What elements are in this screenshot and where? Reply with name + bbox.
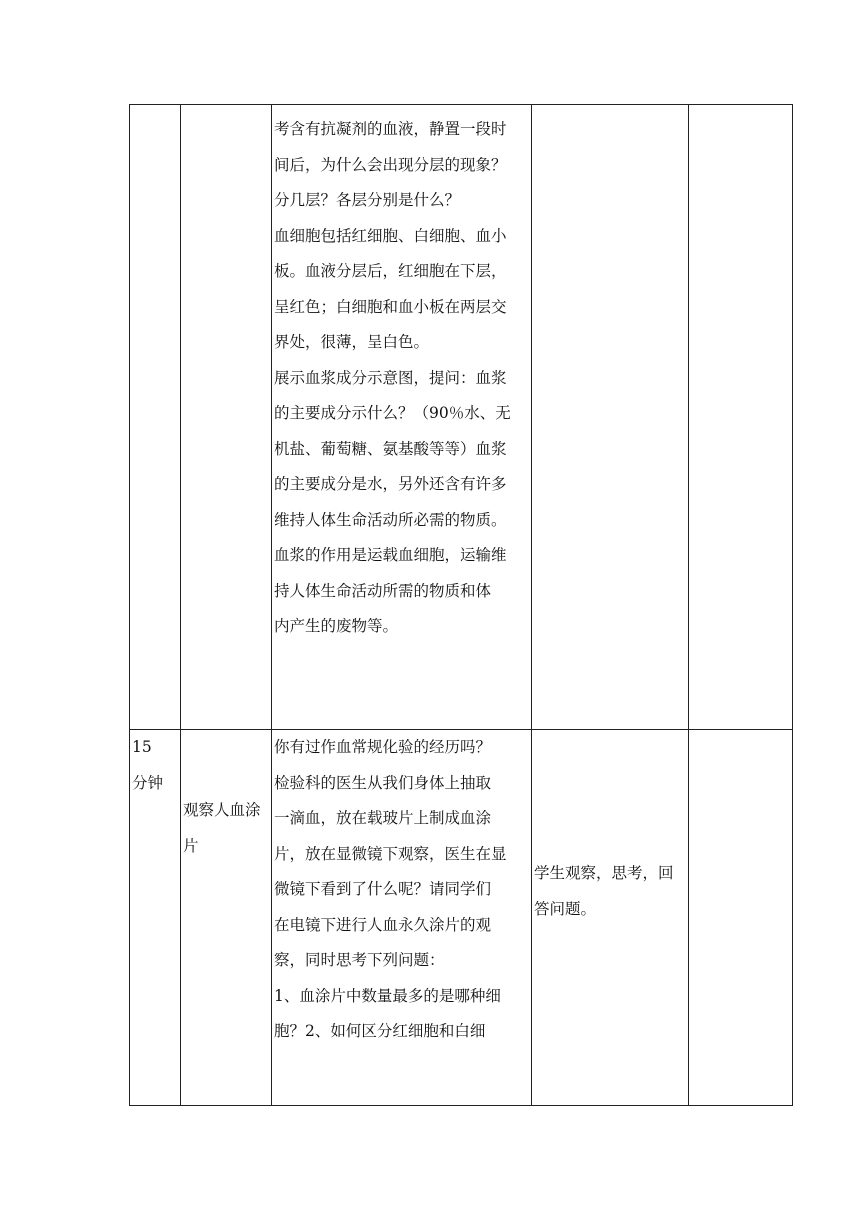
notes-cell — [689, 730, 793, 1106]
text-line: 间后，为什么会出现分层的现象？ — [274, 155, 507, 174]
topic-cell — [181, 105, 272, 730]
topic-line: 片 — [183, 836, 199, 855]
table-row — [130, 105, 793, 730]
text-line: 微镜下看到了什么呢？请同学们 — [274, 880, 492, 898]
text-line: 界处，很薄，呈白色。 — [274, 333, 430, 351]
text-line: 板。血液分层后，红细胞在下层， — [274, 262, 507, 280]
text-line: 在电镜下进行人血永久涂片的观 — [274, 915, 492, 934]
text-line: 机盐、葡萄糖、氨基酸等等）血浆 — [274, 439, 507, 458]
text-line: 血浆的作用是运载血细胞，运输维 — [274, 546, 507, 564]
time-cell — [130, 105, 181, 730]
text-line: 一滴血，放在载玻片上制成血涂 — [274, 809, 492, 827]
time-cell — [130, 730, 181, 1106]
text-line: 学生观察，思考，回 — [534, 864, 674, 882]
time-value: 15 — [132, 738, 152, 756]
student-activity-cell — [532, 730, 689, 1106]
text-line: 持人体生命活动所需的物质和体 — [274, 581, 492, 600]
student-activity-cell — [532, 105, 689, 730]
teacher-activity-cell — [272, 730, 532, 1106]
text-line: 内产生的废物等。 — [274, 617, 399, 635]
text-line: 分几层？各层分别是什么？ — [274, 191, 461, 209]
text-line: 的主要成分是水，另外还含有许多 — [274, 475, 507, 493]
lesson-plan-table — [129, 104, 793, 1106]
notes-cell — [689, 105, 793, 730]
text-line: 答问题。 — [534, 899, 597, 918]
teacher-activity-cell — [272, 105, 532, 730]
text-line: 展示血浆成分示意图，提问：血浆 — [274, 368, 507, 387]
text-line: 你有过作血常规化验的经历吗？ — [274, 738, 492, 756]
text-line: 1、血涂片中数量最多的是哪种细 — [274, 986, 501, 1005]
text-line: 呈红色；白细胞和血小板在两层交 — [274, 297, 507, 316]
topic-cell — [181, 730, 272, 1106]
text-line: 的主要成分示什么？（90％水、无 — [274, 404, 511, 422]
text-line: 血细胞包括红细胞、白细胞、血小 — [274, 226, 507, 245]
text-line: 片，放在显微镜下观察，医生在显 — [274, 844, 507, 863]
text-line: 考含有抗凝剂的血液，静置一段时 — [274, 120, 507, 138]
text-line: 检验科的医生从我们身体上抽取 — [274, 773, 492, 792]
text-line: 维持人体生命活动所必需的物质。 — [274, 510, 507, 529]
topic-line: 观察人血涂 — [183, 801, 261, 819]
text-line: 察，同时思考下列问题： — [274, 951, 445, 969]
table-row — [130, 730, 793, 1106]
time-unit: 分钟 — [132, 773, 164, 792]
text-line: 胞？2、如何区分红细胞和白细 — [274, 1022, 486, 1040]
